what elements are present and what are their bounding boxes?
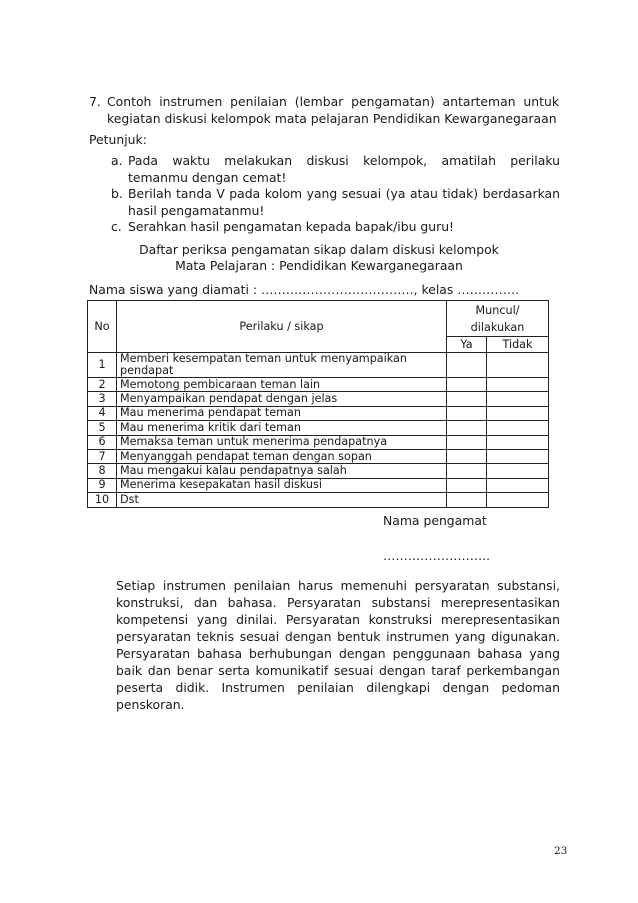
student-name-line: Nama siswa yang diamati : ………………………………., kelas …………… <box>89 282 520 297</box>
row-number: 4 <box>88 406 117 420</box>
row-number: 10 <box>88 493 117 507</box>
row-behavior: Menyampaikan pendapat dengan jelas <box>117 392 447 406</box>
instruction-label: a. <box>111 153 123 168</box>
header-behavior: Perilaku / sikap <box>117 301 447 353</box>
ya-cell[interactable] <box>447 392 487 406</box>
row-number: 9 <box>88 478 117 492</box>
ya-cell[interactable] <box>447 353 487 378</box>
row-behavior: Memotong pembicaraan teman lain <box>117 378 447 392</box>
header-muncul <box>447 301 549 337</box>
ya-cell[interactable] <box>447 493 487 507</box>
row-number: 8 <box>88 464 117 478</box>
ya-cell[interactable] <box>447 435 487 449</box>
row-behavior: Memaksa teman untuk menerima pendapatnya <box>117 435 447 449</box>
tidak-cell[interactable] <box>487 464 549 478</box>
tidak-cell[interactable] <box>487 392 549 406</box>
table-row <box>88 392 549 406</box>
heading-text: Contoh instrumen penilaian (lembar pengamatan) antarteman untuk kegiatan diskusi kelompok mata pelajaran Pendidikan Kewarganegaraan <box>107 94 559 126</box>
checklist-subject: Mata Pelajaran : Pendidikan Kewarganegaraan <box>175 258 463 273</box>
table-row <box>88 493 549 507</box>
table-row <box>88 378 549 392</box>
row-behavior: Mau mengakui kalau pendapatnya salah <box>117 464 447 478</box>
table-row <box>88 464 549 478</box>
tidak-cell[interactable] <box>487 478 549 492</box>
row-behavior: Menyanggah pendapat teman dengan sopan <box>117 449 447 463</box>
tidak-cell[interactable] <box>487 435 549 449</box>
row-behavior: Memberi kesempatan teman untuk menyampaikan pendapat <box>117 353 447 378</box>
row-number: 5 <box>88 421 117 435</box>
observer-label: Nama pengamat <box>383 513 487 528</box>
instruction-label: c. <box>111 219 122 234</box>
ya-cell[interactable] <box>447 449 487 463</box>
instruction-label: b. <box>111 186 123 201</box>
row-number: 1 <box>88 353 117 378</box>
instruction-item-a <box>111 152 560 186</box>
instruction-item-c <box>111 218 560 235</box>
ya-cell[interactable] <box>447 421 487 435</box>
page-number: 23 <box>554 845 568 857</box>
closing-paragraph: Setiap instrumen penilaian harus memenuhi persyaratan substansi, konstruksi, dan bahasa. Persyaratan substansi merepresentasikan kompetensi yang dinilai. Persyaratan konstruksi merepresentasikan persyaratan teknis sesuai dengan bentuk instrumen yang digunakan. Persyaratan bahasa berhubungan dengan penggunaan bahasa yang baik dan benar serta komunikatif sesuai dengan taraf perkembangan peserta didik. Instrumen penilaian dilengkapi dengan pedoman penskoran. <box>116 578 560 712</box>
instructions-title: Petunjuk: <box>89 132 147 147</box>
ya-cell[interactable] <box>447 464 487 478</box>
tidak-cell[interactable] <box>487 493 549 507</box>
instruction-text: Berilah tanda V pada kolom yang sesuai (ya atau tidak) berdasarkan hasil pengamatanmu! <box>128 186 560 218</box>
table-row <box>88 435 549 449</box>
header-no: No <box>88 301 117 353</box>
row-behavior: Menerima kesepakatan hasil diskusi <box>117 478 447 492</box>
observation-table <box>87 300 549 508</box>
tidak-cell[interactable] <box>487 406 549 420</box>
ya-cell[interactable] <box>447 478 487 492</box>
tidak-cell[interactable] <box>487 449 549 463</box>
instruction-text: Pada waktu melakukan diskusi kelompok, amatilah perilaku temanmu dengan cemat! <box>128 153 560 185</box>
header-muncul-line1: Muncul/ <box>475 303 520 317</box>
tidak-cell[interactable] <box>487 421 549 435</box>
ya-cell[interactable] <box>447 378 487 392</box>
row-behavior: Mau menerima pendapat teman <box>117 406 447 420</box>
table-row <box>88 421 549 435</box>
header-tidak: Tidak <box>487 337 549 353</box>
row-behavior: Dst <box>117 493 447 507</box>
instruction-item-b <box>111 185 560 219</box>
table-row <box>88 478 549 492</box>
observer-blank: …………………….. <box>383 548 491 563</box>
row-number: 7 <box>88 449 117 463</box>
table-row <box>88 406 549 420</box>
row-number: 2 <box>88 378 117 392</box>
checklist-title: Daftar periksa pengamatan sikap dalam diskusi kelompok <box>139 242 499 257</box>
tidak-cell[interactable] <box>487 378 549 392</box>
ya-cell[interactable] <box>447 406 487 420</box>
row-behavior: Mau menerima kritik dari teman <box>117 421 447 435</box>
table-row <box>88 353 549 378</box>
tidak-cell[interactable] <box>487 353 549 378</box>
heading-number: 7. <box>89 94 101 109</box>
row-number: 3 <box>88 392 117 406</box>
header-ya: Ya <box>447 337 487 353</box>
header-muncul-line2: dilakukan <box>470 320 525 334</box>
row-number: 6 <box>88 435 117 449</box>
instruction-text: Serahkan hasil pengamatan kepada bapak/ibu guru! <box>128 219 455 234</box>
table-row <box>88 449 549 463</box>
